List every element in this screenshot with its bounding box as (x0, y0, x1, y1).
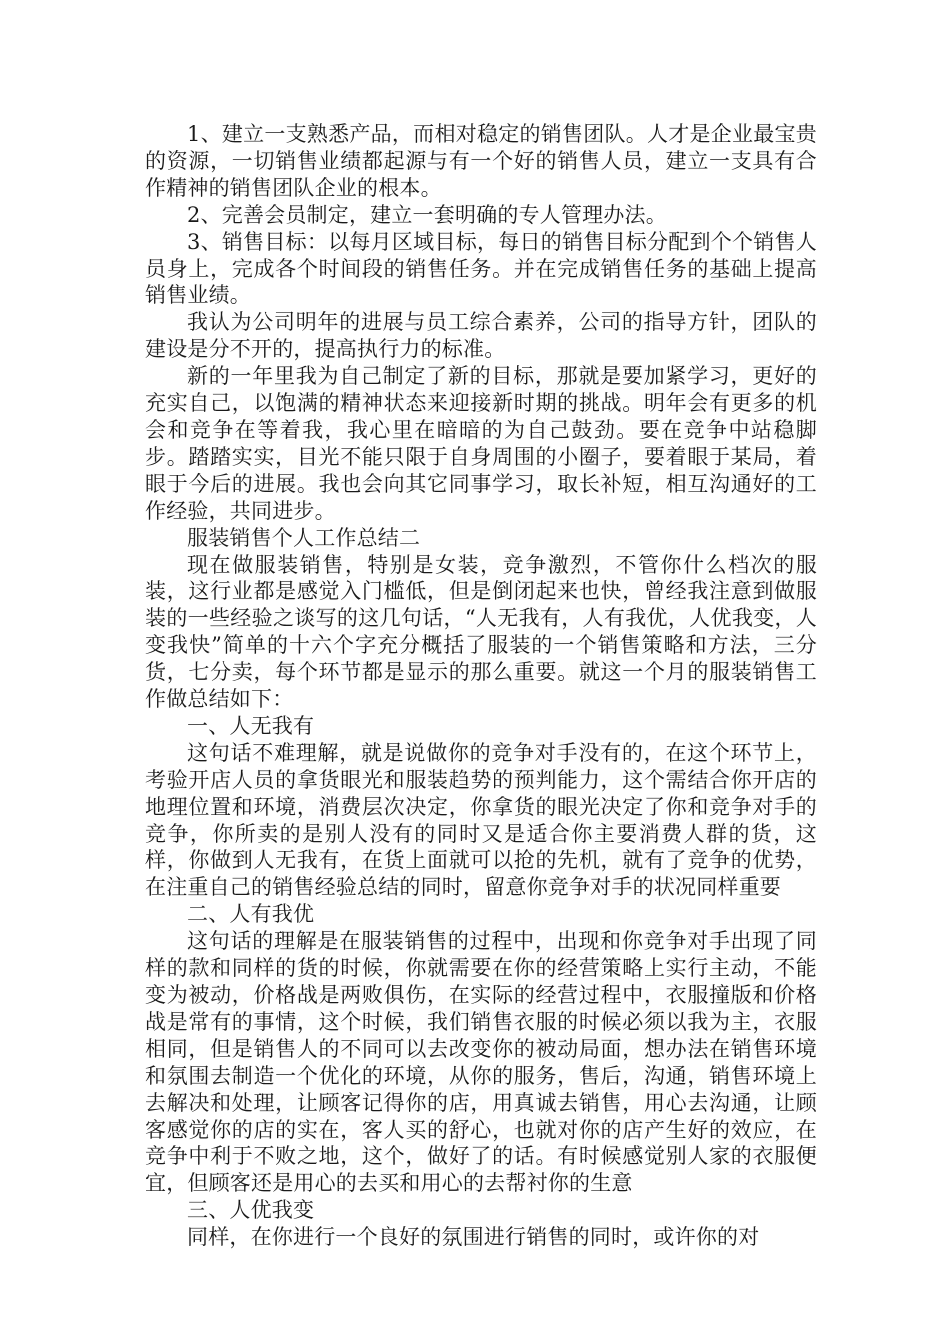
paragraph-item-5: 新的一年里我为自己制定了新的目标，那就是要加紧学习，更好的充实自己，以饱满的精神状态来迎接新时期的挑战。明年会有更多的机会和竞争在等着我，我心里在暗暗的为自己鼓劲。要在竞争中站稳脚步。踏踏实实，目光不能只限于自身周围的小圈子，要着眼于某局，着眼于今后的进展。我也会向其它同事学习，取长补短，相互沟通好的工作经验，共同进步。 (145, 364, 817, 523)
section-heading-1: 一、人无我有 (187, 713, 315, 738)
document-body (145, 121, 817, 1251)
paragraph-item-4: 我认为公司明年的进展与员工综合素养，公司的指导方针，团队的建设是分不开的，提高执行力的标准。 (145, 310, 817, 362)
paragraph-item-2: 2、完善会员制定，建立一套明确的专人管理办法。 (187, 202, 667, 227)
paragraph-item-7: 这句话不难理解，就是说做你的竞争对手没有的，在这个环节上，考验开店人员的拿货眼光和服装趋势的预判能力，这个需结合你开店的地理位置和环境，消费层次决定，你拿货的眼光决定了你和竞争对手的竞争，你所卖的是别人没有的同时又是适合你主要消费人群的货，这样，你做到人无我有，在货上面就可以抢的先机，就有了竞争的优势，在注重自己的销售经验总结的同时，留意你竞争对手的状况同样重要 (145, 740, 817, 900)
section-title: 服装销售个人工作总结二 (187, 525, 421, 550)
paragraph-item-3: 3、销售目标：以每月区域目标，每日的销售目标分配到个个销售人员身上，完成各个时间段的销售任务。并在完成销售任务的基础上提高销售业绩。 (145, 229, 817, 308)
paragraph-item-9: 同样，在你进行一个良好的氛围进行销售的同时，或许你的对 (187, 1225, 760, 1250)
paragraph-item-1: 1、建立一支熟悉产品，而相对稳定的销售团队。人才是企业最宝贵的资源，一切销售业绩都起源与有一个好的销售人员，建立一支具有合作精神的销售团队企业的根本。 (145, 122, 817, 200)
section-heading-3: 三、人优我变 (187, 1198, 315, 1223)
section-heading-2: 二、人有我优 (187, 902, 315, 927)
paragraph-item-6: 现在做服装销售，特别是女装，竞争激烈，不管你什么档次的服装，这行业都是感觉入门槛低，但是倒闭起来也快，曾经我注意到做服装的一些经验之谈写的这几句话，“人无我有，人有我优，人优我变，人变我快”简单的十六个字充分概括了服装的一个销售策略和方法，三分货，七分卖，每个环节都是显示的那么重要。就这一个月的服装销售工作做总结如下： (145, 552, 817, 712)
paragraph-item-8: 这句话的理解是在服装销售的过程中，出现和你竞争对手出现了同样的款和同样的货的时候，你就需要在你的经营策略上实行主动，不能变为被动，价格战是两败俱伤，在实际的经营过程中，衣服撞版和价格战是常有的事情，这个时候，我们销售衣服的时候必须以我为主，衣服相同，但是销售人的不同可以去改变你的被动局面，想办法在销售环境和氛围去制造一个优化的环境，从你的服务，售后，沟通，销售环境上去解决和处理，让顾客记得你的店，用真诚去销售，用心去沟通，让顾客感觉你的店的实在，客人买的舒心，也就对你的店产生好的效应，在竞争中利于不败之地，这个，做好了的话。有时候感觉别人家的衣服便宜，但顾客还是用心的去买和用心的去帮衬你的生意 (145, 929, 817, 1196)
